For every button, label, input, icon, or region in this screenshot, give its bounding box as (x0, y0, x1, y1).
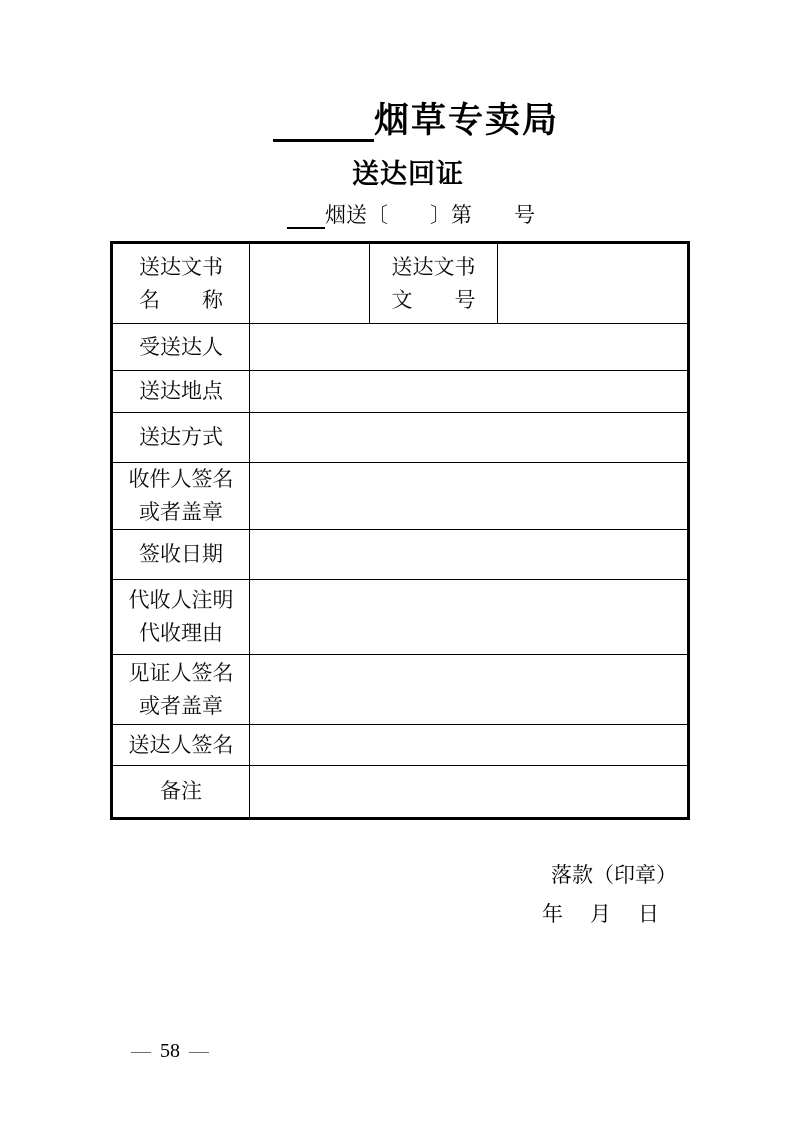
table-row-server-signature (112, 725, 689, 766)
label-recipient-text: 受送达人 (139, 334, 223, 359)
label-service-method (112, 413, 250, 463)
bureau-title-line (273, 100, 559, 142)
label-agent-reason-line2: 代收理由 (139, 621, 223, 645)
label-receipt-date (112, 530, 250, 580)
table-row-remarks (112, 766, 689, 819)
label-recipient (112, 324, 250, 371)
label-witness-signature-line2: 或者盖章 (139, 693, 223, 718)
table-row-service-method (112, 413, 689, 463)
value-agent-reason (250, 580, 689, 655)
label-witness-signature-line1: 见证人签名 (128, 660, 234, 685)
value-receiver-signature (250, 463, 689, 530)
value-doc-name (250, 243, 370, 324)
title-blank-line (273, 101, 374, 142)
table-row-witness-signature (112, 655, 689, 725)
table-row-receipt-date (112, 530, 689, 580)
label-remarks-text: 备注 (160, 779, 202, 803)
seal-label: 落款（印章） (551, 863, 677, 887)
value-doc-number (498, 243, 689, 324)
label-receiver-signature-line2: 或者盖章 (139, 500, 223, 524)
label-doc-name (112, 243, 250, 324)
label-doc-name-line2: 名 称 (139, 287, 223, 312)
value-witness-signature (250, 655, 689, 725)
label-doc-name-line1: 送达文书 (139, 254, 223, 279)
date-label: 年 月 日 (542, 902, 662, 926)
label-remarks (112, 766, 250, 819)
label-server-signature (112, 725, 250, 766)
page-number-dash-right: — (189, 1040, 209, 1062)
value-remarks (250, 766, 689, 819)
service-receipt-table (110, 241, 690, 820)
page-number-dash-left: — (131, 1040, 151, 1062)
table-row-doc-name-no (112, 243, 689, 324)
label-agent-reason (112, 580, 250, 655)
table-row-service-location (112, 371, 689, 413)
label-agent-reason-line1: 代收人注明 (128, 588, 234, 612)
value-server-signature (250, 725, 689, 766)
table-row-agent-reason (112, 580, 689, 655)
label-service-location-text: 送达地点 (139, 379, 223, 403)
label-doc-number (370, 243, 498, 324)
document-number-line (287, 202, 535, 229)
table-row-recipient (112, 324, 689, 371)
label-witness-signature (112, 655, 250, 725)
table-row-receiver-signature (112, 463, 689, 530)
label-receipt-date-text: 签收日期 (139, 542, 223, 566)
label-server-signature-text: 送达人签名 (128, 732, 234, 757)
page-number (131, 1039, 209, 1063)
value-service-method (250, 413, 689, 463)
label-doc-number-line2: 文 号 (391, 287, 476, 312)
label-receiver-signature (112, 463, 250, 530)
label-service-location (112, 371, 250, 413)
page-number-value: 58 (160, 1040, 180, 1062)
value-receipt-date (250, 530, 689, 580)
label-doc-number-line1: 送达文书 (391, 254, 476, 279)
doc-number-blank-line (287, 206, 325, 229)
label-service-method-text: 送达方式 (139, 425, 223, 449)
value-recipient (250, 324, 689, 371)
value-service-location (250, 371, 689, 413)
doc-number-text: 烟送〔 〕第 号 (325, 203, 535, 227)
label-receiver-signature-line1: 收件人签名 (128, 467, 234, 491)
document-subtitle: 送达回证 (352, 159, 464, 189)
bureau-title: 烟草专卖局 (374, 101, 560, 140)
